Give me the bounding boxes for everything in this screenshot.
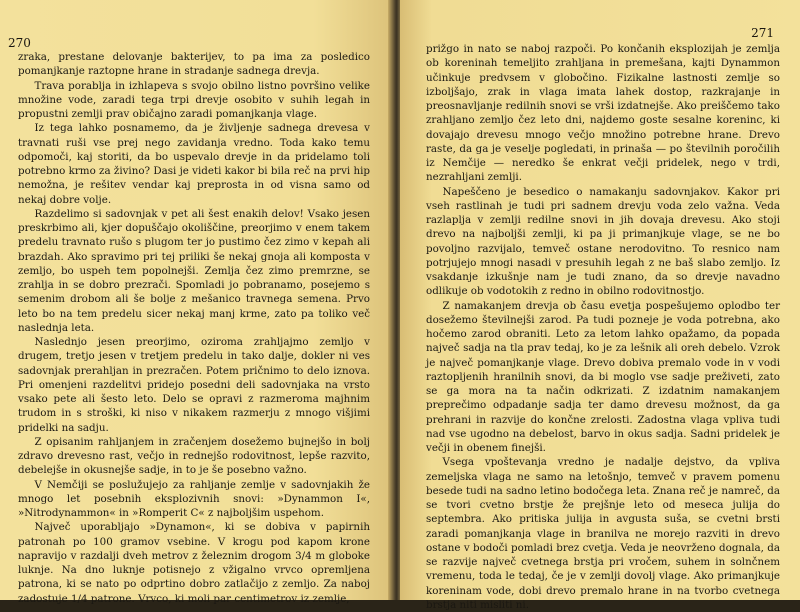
paragraph: prižgo in nato se naboj razpoči. Po končanih eksplozijah je zemlja ob koreninah temeljito zrahljana in premešana, kajti Dynammon učinkuje predvsem v globočino. Fizikalne lastnosti zemlje so izboljšajo, zrak in vlaga imata lahek dostop, razkrajanje in preosnavljanje redilnih snovi se vrši izdatnejše. Ako preiščemo tako zrahljano zemljo čez leto dni, najdemo goste sesalne koreninc, ki dovajajo drevesu mnogo večjo množino potrebne hrane. Drevo raste, da ga je veselje pogledati, in prinaša — po številnih poročilih iz Nemčije — neredko še enkrat večji pridelek, nego v trdi, nezrahljani zemlji. bbox=[426, 43, 780, 184]
paragraph: V Nemčiji se poslužujejo za rahljanje zemlje v sadovnjakih že mnogo let posebnih eksplozivnih snovi: »Dynammon I«, »Nitrodynammon« in »Romperit C« z najboljšim uspehom. bbox=[18, 478, 370, 519]
paragraph: Vsega vpoštevanja vredno je nadalje dejstvo, da vpliva zemeljska vlaga ne samo na letošnjo, temveč v pravem pomenu besede tudi na sadno letino bodočega leta. Znana reč je namreč, da se tvori cvetno brstje že prejšnje leto od meseca julija do septembra. Ako pritiska julija in avgusta suša, se cvetni brsti zaradi pomanjkanja vlage in branilva ne morejo razviti in drevo ostane v bodoči pomladi brez cvetja. Veda je neovrženo dognala, da se razvije največ cvetnega brstja pri vročem, suhem in solnčnem vremenu, toda le tedaj, če je v zemlji dovolj vlage. Ako primanjkuje koreninam vode, dobi drevo premalo hrane in na tvorbo cvetnega brstja niti misliti ni. bbox=[426, 456, 780, 611]
left-page-text bbox=[18, 50, 370, 606]
page-number-right: 271 bbox=[751, 26, 774, 40]
right-page-text bbox=[426, 42, 780, 612]
paragraph: Največ uporabljajo »Dynamon«, ki se dobiva v papirnih patronah po 100 gramov vsebine. V krogu pod kapom krone napravijo v razdalji dveh metrov z železnim drogom 3/4 m globoke luknje. Na dno luknje potisnejo z vžigalno vrvco opremljena patrona, ki se nato po odprtino dobro zatlačijo z zemljo. Za naboj zadostuje 1/4 patrone. Vrvco, ki moli par centimetrov iz zemlje, bbox=[18, 521, 370, 605]
right-page bbox=[400, 0, 800, 611]
paragraph: zraka, prestane delovanje bakterijev, to pa ima za posledico pomanjkanje raztopne hrane in stradanje sadnega drevja. bbox=[18, 51, 370, 78]
paragraph: Napeščeno je besedico o namakanju sadovnjakov. Kakor pri vseh rastlinah je tudi pri sadnem drevju voda zelo važna. Veda razlaplja v zemlji redilne snovi in jih dovaja drevesu. Ako stoji drevo na najboljši zemlji, ki pa ji primanjkuje vlage, se ne bo povoljno razvijalo, temveč ostane nerodovitno. To resnico nam potrjujejo mnogi nasadi v presuhih legah z ne baš slabo zemljo. Iz vsakdanje izkušnje nam je tudi znano, da so drevje navadno odlikuje ob vodotokih z redno in obilno rodovitnostjo. bbox=[426, 185, 780, 298]
paragraph: Trava porablja in izhlapeva s svojo obilno listno površino velike množine vode, zaradi tega trpi drevje osobito v suhih legah in propustni zemlji prav običajno zaradi pomanjkanja vlage. bbox=[18, 79, 370, 120]
paragraph: Z opisanim rahljanjem in zračenjem dosežemo bujnejšo in bolj zdravo drevesno rast, večjo in rednejšo rodovitnost, lepše razvito, debelejše in okusnejše sadje, in to je še posebno važno. bbox=[18, 435, 370, 477]
page-number-left: 270 bbox=[8, 36, 31, 50]
left-page bbox=[0, 0, 392, 605]
paragraph: Razdelimo si sadovnjak v pet ali šest enakih delov! Vsako jesen preskrbimo ali, kjer dopuščajo okoliščine, preorjimo v enem takem predelu travnato rušo s plugom ter jo pustimo čez zimo v kepah ali brazdah. Ako spravimo pri tej priliki še nekaj gnoja ali komposta v zemljo, bo uspeh tem popolnejši. Zemlja čez zimo premrzne, se zrahlja in se dobro prezrači. Spomladi jo pobranamo, posejemo s semenim drobom ali še bolje z mešanico travnega semena. Prvo leto bo na tem predelu sicer nekaj manj krme, zato pa toliko več naslednja leta. bbox=[18, 207, 370, 334]
paragraph: Naslednjo jesen preorjimo, oziroma zrahljajmo zemljo v drugem, tretjo jesen v tretjem predelu in tako dalje, dokler ni ves sadovnjak prerahljan in prezračen. Potem pričnimo to delo iznova. Pri omenjeni razdelitvi pridejo posedni deli sadovnjaka na vrsto vsako pete ali šesto leto. Delo se opravi z razmeroma majhnim trudom in s stroški, ki niso v nikakem razmerju z mnogo višjimi pridelki na sadju. bbox=[18, 336, 370, 434]
paragraph: Z namakanjem drevja ob času evetja pospešujemo oplodbo ter dosežemo številnejši zarod. Pa tudi pozneje je voda potrebna, ako hočemo zarod obraniti. Leto za letom lahko opažamo, da popada največ sadja na tla prav tedaj, ko je za lešnik ali oreh debelo. Vzrok je največ pomanjkanje vlage. Drevo dobiva premalo vode in v vodi raztopljenih hranilnih snovi, da bi moglo vse sadje preživeti, zato se ga mora na ta način odkrizati. Z izdatnim namakanjem preprečimo odpadanje sadja ter damo drevesu možnost, da ga prehrani in razvije do končne zrelosti. Zadostna vlaga vpliva tudi nad vse ugodno na debelost, barvo in okus sadja. Sadni pridelek je večji in obenem finejši. bbox=[426, 299, 780, 454]
paragraph: Iz tega lahko posnamemo, da je življenje sadnega drevesa v travnati ruši vse prej nego zavidanja vredno. Toda kako temu odpomoči, kaj storiti, da bo uspevalo drevje in da pridelamo toli potrebno krmo za živino? Dasi je videti kakor bi bila reč na prvi hip nemožna, je rešitev vendar kaj preprosta in od visna samo od nekaj dobre volje. bbox=[18, 122, 370, 206]
